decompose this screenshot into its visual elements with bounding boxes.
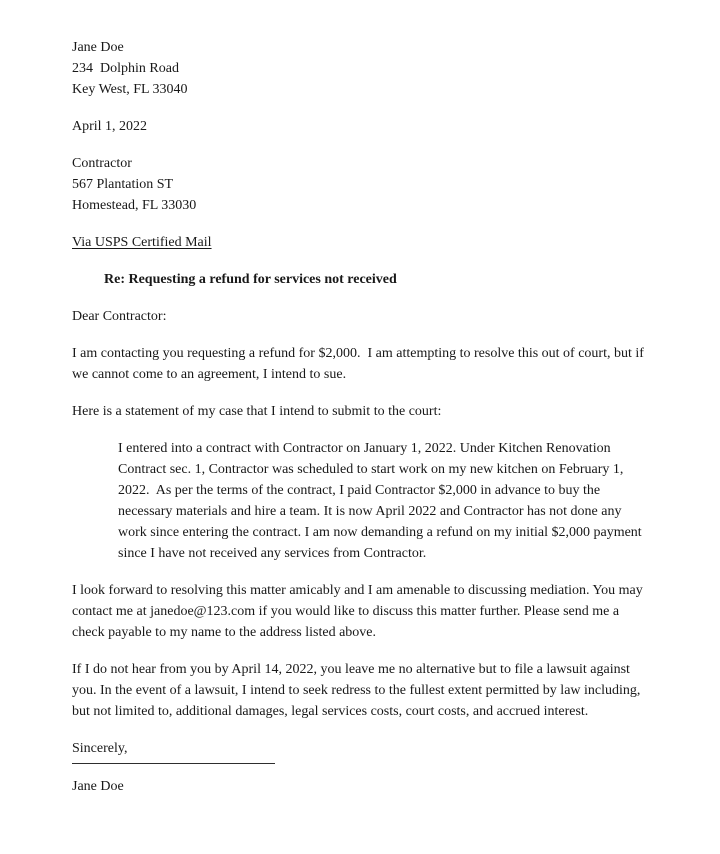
delivery-method-text: Via USPS Certified Mail <box>72 235 212 250</box>
sender-city-state-zip: Key West, FL 33040 <box>72 82 188 97</box>
recipient-name: Contractor <box>72 156 132 171</box>
signature-line <box>72 763 275 764</box>
recipient-city-state-zip: Homestead, FL 33030 <box>72 198 197 213</box>
letter-date: April 1, 2022 <box>72 119 148 134</box>
sender-name: Jane Doe <box>72 40 124 55</box>
statement-block: I entered into a contract with Contractor on January 1, 2022. Under Kitchen Renovation Contract sec. 1, Contractor was scheduled to start work on my new kitchen on February 1, 2022. As per the terms of the contract, I paid Contractor $2,000 in advance to buy the necessary materials and hire a team. It is now April 2022 and Contractor has not done any work since entering the contract. I am now demanding a refund on my initial $2,000 payment since I have not received any services from Contractor. <box>118 441 646 561</box>
paragraph-resolution: I look forward to resolving this matter amicably and I am amenable to discussing mediation. You may contact me at janedoe@123.com if you would like to discuss this matter further. Please send me a check payable to my name to the address listed above. <box>72 583 647 640</box>
sender-street: 234 Dolphin Road <box>72 61 179 76</box>
paragraph-deadline: If I do not hear from you by April 14, 2022, you leave me no alternative but to file a lawsuit against you. In the event of a lawsuit, I intend to seek redress to the fullest extent permitted by law including, but not limited to, additional damages, legal services costs, court costs, and accrued interest. <box>72 662 644 719</box>
subject-line: Re: Requesting a refund for services not received <box>104 272 397 287</box>
salutation: Dear Contractor: <box>72 309 167 324</box>
signature-name: Jane Doe <box>72 779 124 794</box>
sender-address-block <box>72 37 648 100</box>
recipient-street: 567 Plantation ST <box>72 177 174 192</box>
valediction: Sincerely, <box>72 741 128 756</box>
paragraph-intro: I am contacting you requesting a refund for $2,000. I am attempting to resolve this out of court, but if we cannot come to an agreement, I intend to sue. <box>72 346 648 382</box>
recipient-address-block <box>72 153 648 216</box>
delivery-method-line <box>72 232 648 253</box>
paragraph-statement-lead: Here is a statement of my case that I intend to submit to the court: <box>72 404 442 419</box>
